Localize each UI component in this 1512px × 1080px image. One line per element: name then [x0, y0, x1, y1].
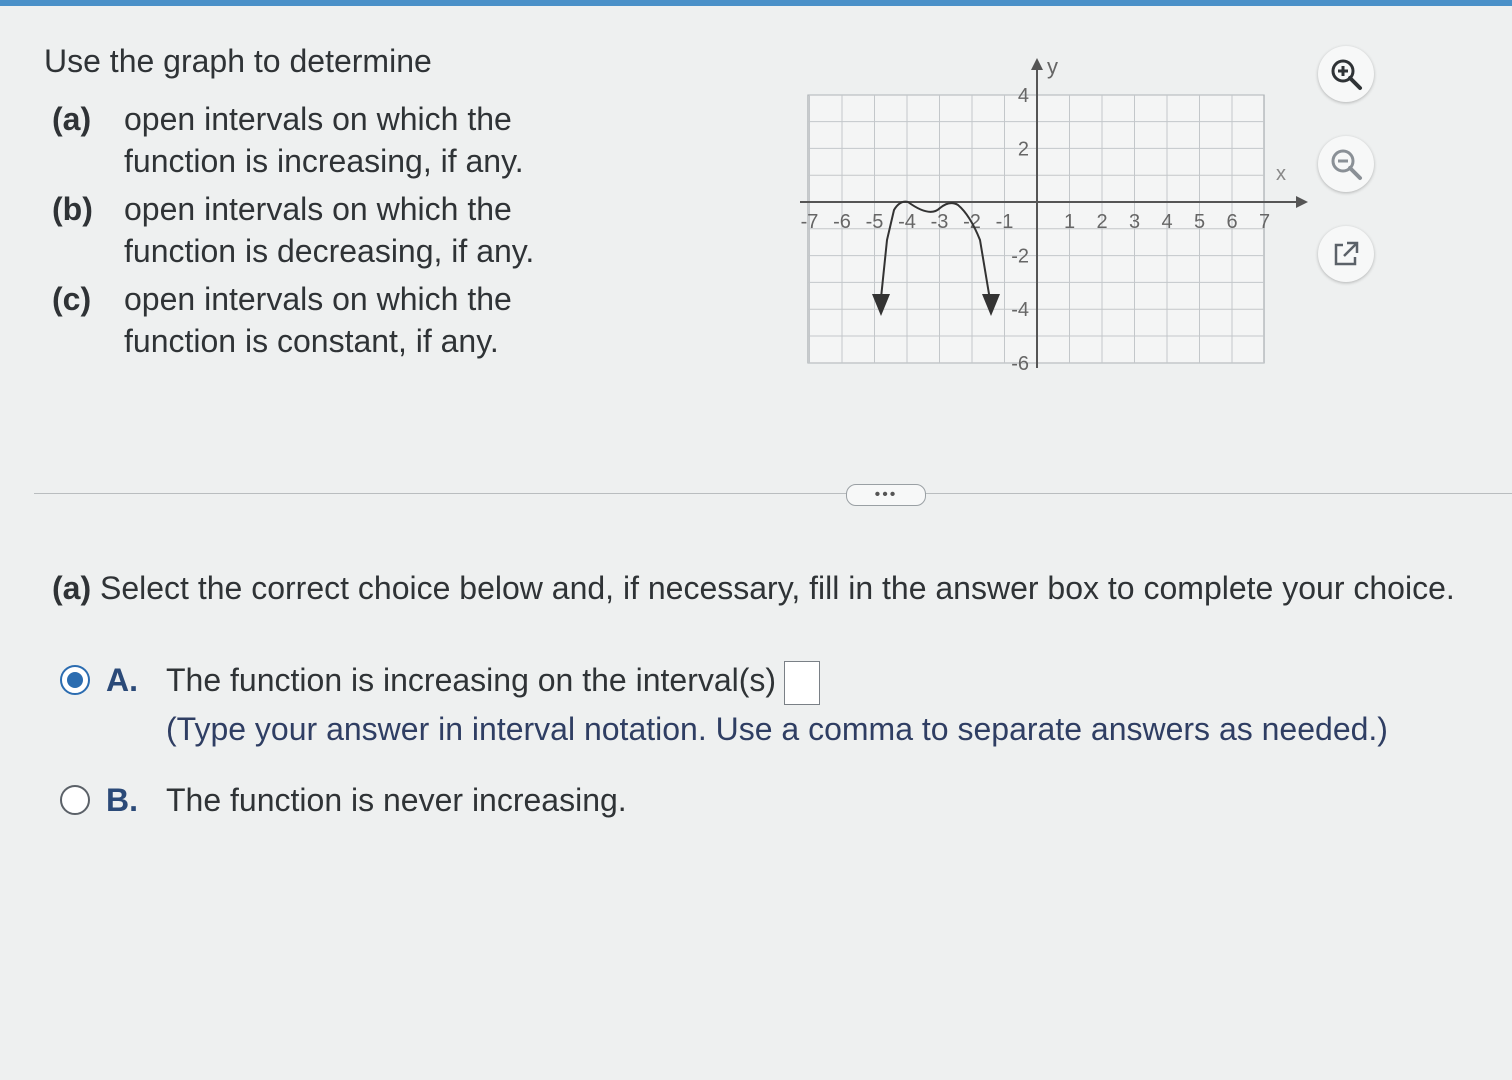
function-graph — [790, 50, 1320, 380]
choice-a-body — [166, 660, 1388, 749]
x-axis-label: x — [1276, 163, 1286, 185]
popout-icon — [1331, 239, 1361, 269]
zoom-in-icon — [1329, 57, 1363, 91]
part-letter: (b) — [52, 191, 93, 227]
prompt-part-b — [44, 188, 604, 272]
choice-b-radio[interactable] — [60, 785, 90, 815]
question-prompt — [44, 40, 604, 368]
radio-selected-dot — [67, 672, 83, 688]
part-letter: (a) — [52, 101, 92, 137]
x-tick-label: 6 — [1226, 211, 1238, 233]
x-tick-label: 2 — [1096, 211, 1108, 233]
choice-a-letter: A. — [106, 662, 138, 698]
prompt-part-a — [44, 98, 604, 182]
y-tick-label: 4 — [1017, 84, 1029, 107]
prompt-part-c — [44, 278, 604, 362]
graph-svg — [790, 50, 1320, 380]
zoom-out-icon — [1329, 147, 1363, 181]
y-axis-label: y — [1047, 54, 1058, 79]
section-divider — [34, 493, 1512, 494]
y-tick-label: -6 — [1011, 352, 1029, 375]
x-tick-label: -4 — [898, 211, 916, 233]
choice-b-text: The function is never increasing. — [166, 782, 627, 818]
y-tick-label: -2 — [1011, 245, 1029, 268]
top-accent-bar — [0, 0, 1512, 6]
popout-button[interactable] — [1318, 226, 1374, 282]
x-tick-label: 5 — [1193, 211, 1206, 233]
part-text: open intervals on which the function is decreasing, if any. — [124, 191, 535, 269]
zoom-out-button[interactable] — [1318, 136, 1374, 192]
choice-b-letter: B. — [106, 782, 138, 818]
x-tick-label: -1 — [995, 211, 1014, 233]
choice-b[interactable] — [60, 780, 627, 820]
zoom-in-button[interactable] — [1318, 46, 1374, 102]
x-tick-label: 3 — [1128, 211, 1141, 233]
x-tick-label: -6 — [833, 211, 851, 233]
prompt-title: Use the graph to determine — [44, 43, 432, 79]
x-tick-label: 4 — [1161, 211, 1173, 233]
choice-a-text: The function is increasing on the interval(s) — [166, 662, 777, 698]
part-text: open intervals on which the function is constant, if any. — [124, 281, 512, 359]
question-part-label: (a) — [52, 570, 92, 606]
interval-answer-input[interactable] — [784, 661, 820, 705]
x-tick-label: 1 — [1063, 211, 1076, 233]
x-tick-label: -5 — [865, 211, 884, 233]
x-tick-label: -2 — [963, 211, 981, 233]
choice-a-hint: (Type your answer in interval notation. Use a comma to separate answers as needed.) — [166, 710, 1388, 747]
x-tick-label: -7 — [800, 211, 819, 233]
x-tick-label: 7 — [1258, 211, 1271, 233]
choice-a-radio[interactable] — [60, 665, 90, 695]
part-letter: (c) — [52, 281, 92, 317]
choice-a[interactable] — [60, 660, 1388, 749]
y-tick-label: 2 — [1017, 138, 1029, 161]
question-instruction — [52, 568, 1502, 608]
y-tick-label: -4 — [1011, 299, 1029, 322]
question-text: Select the correct choice below and, if necessary, fill in the answer box to complete your choice. — [100, 570, 1455, 606]
part-text: open intervals on which the function is increasing, if any. — [124, 101, 524, 179]
x-tick-label: -3 — [930, 211, 949, 233]
divider-handle[interactable]: ••• — [846, 484, 926, 506]
